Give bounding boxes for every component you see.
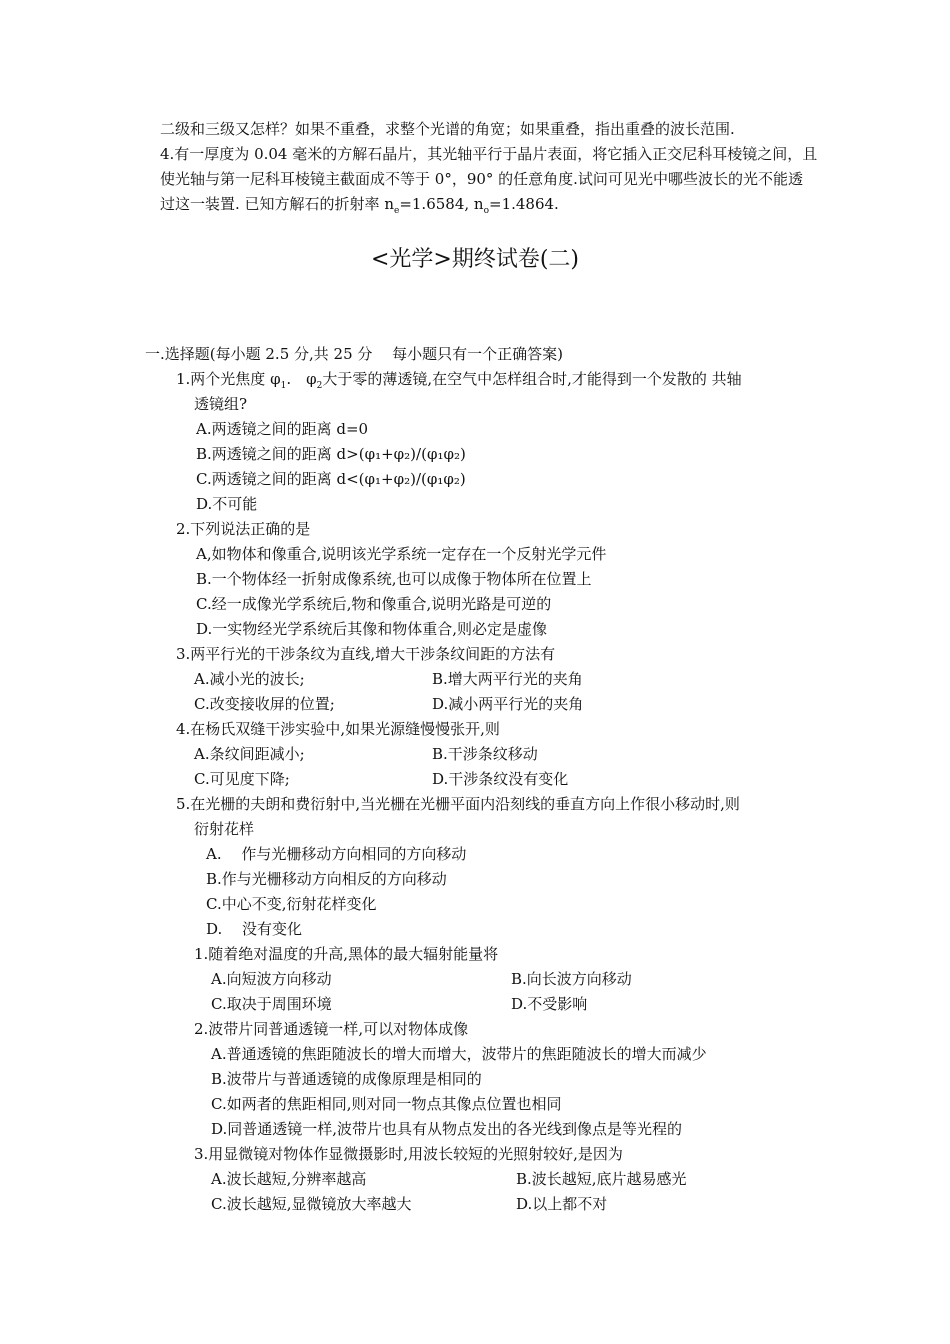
q3-option-d: D.减小两平行光的夹角 (432, 695, 584, 713)
q2-stem: 2.下列说法正确的是 (176, 520, 311, 538)
q3-stem: 3.两平行光的干涉条纹为直线,增大干涉条纹间距的方法有 (176, 645, 556, 663)
q4-option-a: A.条纹间距减小; (194, 745, 305, 763)
intro-line-2: 4.有一厚度为 0.04 毫米的方解石晶片，其光轴平行于晶片表面，将它插入正交尼科耳棱镜之间，且 (160, 145, 818, 163)
p1-stem: 1.随着绝对温度的升高,黑体的最大辐射能量将 (194, 945, 499, 963)
q1-stem-a: 1.两个光焦度 φ (176, 370, 281, 388)
page-title: <光学>期终试卷(二) (370, 247, 580, 272)
q2-option-b: B.一个物体经一折射成像系统,也可以成像于物体所在位置上 (196, 570, 592, 588)
intro-line-4 (160, 194, 559, 221)
ne-symbol: n (384, 195, 394, 213)
q3-option-c: C.改变接收屏的位置; (194, 695, 335, 713)
q4-option-d: D.干涉条纹没有变化 (432, 770, 569, 788)
q3-option-b: B.增大两平行光的夹角 (432, 670, 583, 688)
intro-line-3: 使光轴与第一尼科耳棱镜主截面成不等于 0°，90° 的任意角度.试问可见光中哪些波长的光不能透 (160, 170, 803, 188)
p3-option-c: C.波长越短,显微镜放大率越大 (211, 1195, 412, 1213)
q2-option-d: D.一实物经光学系统后其像和物体重合,则必定是虚像 (196, 620, 548, 638)
q5-option-d: D. 没有变化 (206, 920, 303, 938)
p1-option-c: C.取决于周围环境 (211, 995, 332, 1013)
p3-option-a: A.波长越短,分辨率越高 (211, 1170, 367, 1188)
q5-option-a: A. 作与光栅移动方向相同的方向移动 (206, 845, 467, 863)
q5-stem: 5.在光栅的夫朗和费衍射中,当光栅在光栅平面内沿刻线的垂直方向上作很小移动时,则 (176, 795, 740, 813)
q5-option-b: B.作与光栅移动方向相反的方向移动 (206, 870, 447, 888)
q5-option-c: C.中心不变,衍射花样变化 (206, 895, 377, 913)
p1-option-a: A.向短波方向移动 (211, 970, 332, 988)
q2-option-c: C.经一成像光学系统后,物和像重合,说明光路是可逆的 (196, 595, 552, 613)
ne-subscript: e (393, 206, 400, 216)
q1-option-b: B.两透镜之间的距离 d>(φ₁+φ₂)/(φ₁φ₂) (196, 445, 466, 463)
p1-option-d: D.不受影响 (511, 995, 588, 1013)
ne-value: =1.6584, (399, 195, 474, 213)
intro-line-4-text: 过这一装置. 已知方解石的折射率 (160, 195, 385, 213)
no-subscript: o (483, 206, 489, 216)
q2-option-a: A,如物体和像重合,说明该光学系统一定存在一个反射光学元件 (196, 545, 607, 563)
no-value: =1.4864. (489, 195, 559, 213)
q5-stem-2: 衍射花样 (194, 820, 255, 838)
p2-stem: 2.波带片同普通透镜一样,可以对物体成像 (194, 1020, 469, 1038)
intro-line-1: 二级和三级又怎样？如果不重叠，求整个光谱的角宽；如果重叠，指出重叠的波长范围. (160, 120, 735, 138)
p3-option-d: D.以上都不对 (516, 1195, 608, 1213)
p1-option-b: B.向长波方向移动 (511, 970, 632, 988)
q1-option-a: A.两透镜之间的距离 d=0 (196, 420, 369, 438)
p2-option-d: D.同普通透镜一样,波带片也具有从物点发出的各光线到像点是等光程的 (211, 1120, 683, 1138)
q4-option-c: C.可见度下降; (194, 770, 290, 788)
q1-option-d: D.不可能 (196, 495, 258, 513)
q1-option-c: C.两透镜之间的距离 d<(φ₁+φ₂)/(φ₁φ₂) (196, 470, 466, 488)
q1-sub-2: 2 (316, 381, 323, 391)
p2-option-c: C.如两者的焦距相同,则对同一物点其像点位置也相同 (211, 1095, 562, 1113)
q4-stem: 4.在杨氏双缝干涉实验中,如果光源缝慢慢张开,则 (176, 720, 500, 738)
p2-option-b: B.波带片与普通透镜的成像原理是相同的 (211, 1070, 482, 1088)
section-heading: 一.选择题(每小题 2.5 分,共 25 分 每小题只有一个正确答案) (145, 345, 564, 363)
q4-option-b: B.干涉条纹移动 (432, 745, 538, 763)
p3-stem: 3.用显微镜对物体作显微摄影时,用波长较短的光照射较好,是因为 (194, 1145, 623, 1163)
p2-option-a: A.普通透镜的焦距随波长的增大而增大，波带片的焦距随波长的增大而减少 (211, 1045, 707, 1063)
q1-stem (176, 369, 742, 396)
q1-sub-1: 1 (280, 381, 287, 391)
p3-option-b: B.波长越短,底片越易感光 (516, 1170, 687, 1188)
no-symbol: n (473, 195, 484, 213)
q1-stem-b: . φ (286, 370, 317, 388)
q1-stem-c: 大于零的薄透镜,在空气中怎样组合时,才能得到一个发散的 共轴 (322, 370, 742, 388)
q3-option-a: A.减小光的波长; (194, 670, 305, 688)
q1-stem-2: 透镜组? (194, 395, 248, 413)
